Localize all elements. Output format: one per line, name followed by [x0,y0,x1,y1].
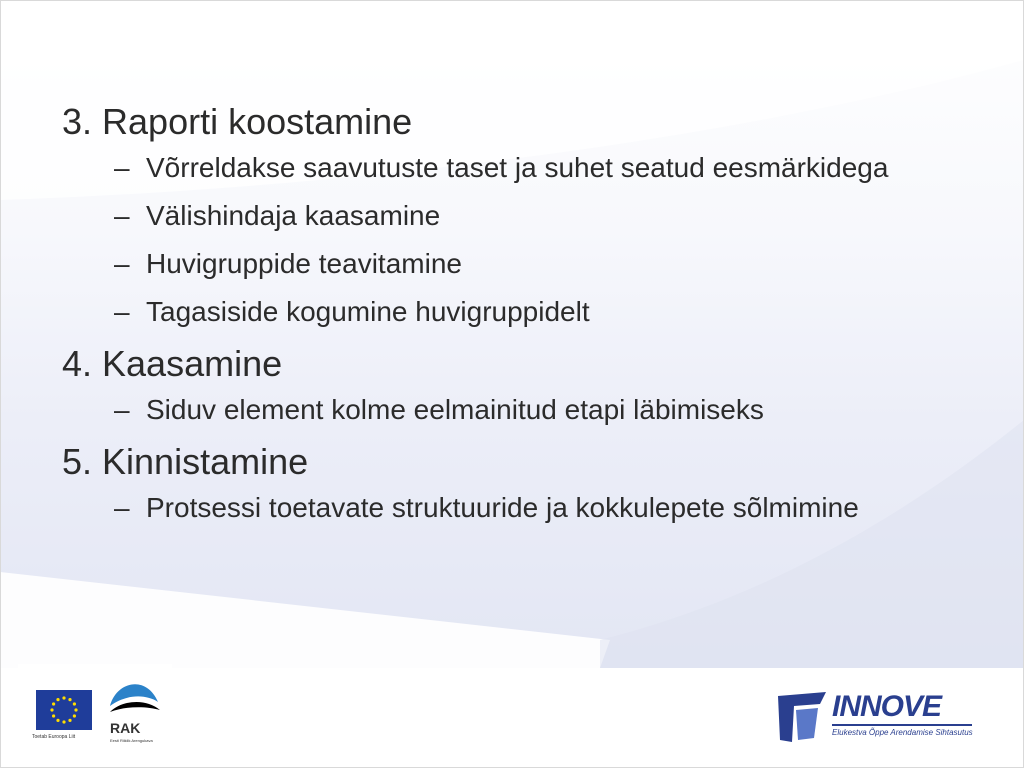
footer-logos-left [18,664,172,750]
bullet-item [62,392,962,428]
bullet-dash: – [114,200,130,231]
bullet-item [62,294,962,330]
bullet-item [62,198,962,234]
section-heading: 4. Kaasamine [62,343,283,384]
section-heading: 3. Raporti koostamine [62,101,413,142]
bullet-dash: – [114,296,130,327]
eu-flag-icon [36,690,92,730]
innove-subtitle: Elukestva Õppe Arendamise Sihtasutus [832,728,973,737]
bullet-text: Tagasiside kogumine huvigruppidelt [146,296,590,327]
bullet-dash: – [114,248,130,279]
bullet-item [62,246,962,282]
bullet-text: Protsessi toetavate struktuuride ja kokkulepete sõlmimine [146,492,859,523]
rak-caption: Eesti Riiklik Arengukava [110,738,153,743]
section-heading: 5. Kinnistamine [62,441,309,482]
slide-content [62,100,962,538]
rak-logo-icon [106,672,162,722]
bullet-item [62,150,962,186]
innove-name: INNOVE [832,690,942,723]
bullet-dash: – [114,492,130,523]
innove-logo [776,690,976,746]
bullet-text: Välishindaja kaasamine [146,200,441,231]
bullet-dash: – [114,152,130,183]
innove-divider [832,724,972,726]
rak-text: RAK [110,720,141,736]
eu-caption: Toetab Euroopa Liit [32,734,76,740]
bullet-text: Huvigruppide teavitamine [146,248,462,279]
bullet-text: Võrreldakse saavutuste taset ja suhet seatud eesmärkidega [146,152,889,183]
bullet-item [62,490,962,526]
bullet-text: Siduv element kolme eelmainitud etapi läbimiseks [146,394,764,425]
bullet-dash: – [114,394,130,425]
innove-mark-icon [776,690,828,744]
